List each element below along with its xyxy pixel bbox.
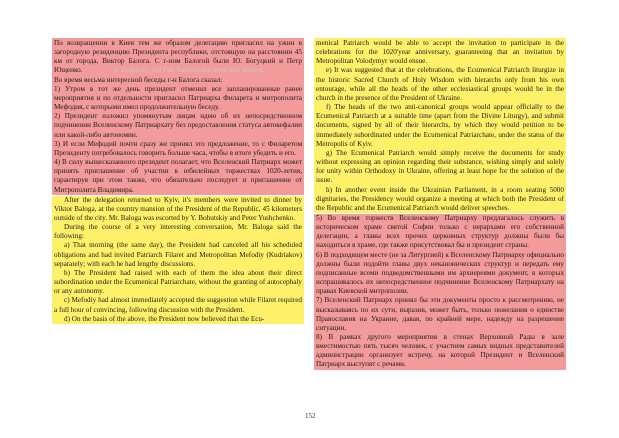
en-paragraph: During the course of a very interesting conversation, Mr. Baloga said the following: bbox=[54, 223, 302, 241]
document-page bbox=[52, 38, 567, 423]
ru-list-item: 5) Во время торжеств Вселенскому Патриарху предлагалось служить в историческом храме святой Софии только с иерархами его собственной делегации, а главы всех прочих церковных структур должны были бы находиться в храме, где также присутствовал бы и президент страны. bbox=[316, 213, 564, 250]
en-list-item: a) That morning (the same day), the President had canceled all his scheduled obligations and had invited Patriarch Filaret and Metropolitan Mefodiy (Kudriakov) separately; with each he had lengthy discussions. bbox=[54, 241, 302, 268]
faded-overlay-text: S. Bogutsky and Petr Yushchenko were also present. bbox=[114, 66, 265, 74]
left-column bbox=[52, 38, 304, 324]
en-list-item: d) On the basis of the above, the President now believed that the Ecu- bbox=[64, 314, 265, 323]
ru-list-item: 1) Утром в тот же день президент отменил все запланированные ранее мероприятия и по отдельности пригласил Патриарха Филарета и митрополита Мефодия, с которыми имел продолжительную беседу. bbox=[54, 84, 302, 112]
en-list-item: g) The Ecumenical Patriarch would simply receive the documents for study without expressing an opinion regarding their substance, wishing simply and solely for unity within Orthodoxy in Ukraine, offering at least hope for the solution of the issue. bbox=[316, 148, 564, 185]
ru-list-item: 7) Вселенский Патриарх принял бы эти документы просто к рассмотрению, не высказываясь по их сути, выразив, может быть, только пожелания о единстве Православия на Украине, давая, по крайней мере, надежду на разрешение ситуации. bbox=[316, 296, 564, 332]
en-paragraph: menical Patriarch would be able to accept the invitation to participate in the celebrations for the 1020'year anniversary, guaranteeing that an invitation by Metropolitan Volodymyr would ensue. bbox=[316, 39, 564, 66]
ru-paragraph: По возвращении в Киев тем же образом делегацию пригласил на ужин в загородную резиденцию Президента республики, отстоящую на расстоянии 45 км от города, Виктор Балога. С г-ном Балогой были Ю. Богуцкий и Петр Ющенко. bbox=[54, 39, 302, 75]
en-list-item: h) In another event inside the Ukrainian Parliament, in a room seating 5000 dignitaries, the Presidency would organize a meeting at which both the President of the Republic and the Ecumenical Patriarch would deliver speeches. bbox=[316, 185, 564, 212]
russian-text-block-2 bbox=[314, 214, 566, 370]
right-column bbox=[314, 38, 566, 370]
ru-list-item: 2) Президент изложил упомянутым лицам идею об их непосредственном подчинении Вселенскому Патриархату без предоставления статуса автокефалии или какой-либо автономии. bbox=[54, 112, 302, 139]
russian-text-block-1 bbox=[52, 38, 304, 195]
en-list-item: b) The President had raised with each of them the idea about their direct subordination under the Ecumenical Patriarchate, without the granting of autocephaly or any autonomy. bbox=[54, 268, 302, 296]
ru-list-item: 4) В силу вышесказанного президент полагает, что Вселенский Патриарх может принять приглашение об участии в юбилейных торжествах 1020-летия, гарантируя при этом также, что обязательно последует и приглашение от Митрополита Владимира. bbox=[54, 158, 302, 194]
en-list-item: e) It was suggested that at the celebrations, the Ecumenical Patriarch liturgize in the historic Sacred Church of Holy Wisdom with hierarchs only from his own entourage, while all the heads of the other ecclesiastical groups would be in the church in the presence of the President of Ukraine. bbox=[316, 66, 564, 102]
ru-list-item: 6) В подходящем месте (не за Литургией) к Вселенскому Патриарху официально должны были подойти главы двух неканонических структур и передать ему подписанные всеми подведомственными им архиереями документ, в которых испрашивалось их непосредственное подчинение Вселенскому Патриархату на правах Киевской митрополии. bbox=[316, 250, 564, 296]
ru-list-item: 8) В рамках другого мероприятия в стенах Верховной Рады в зале вместимостью пять тысяч человек, с участием самых видных представителей администрации организует встречу, на которой Президент и Вселенский Патриарх выступят с речами. bbox=[316, 333, 564, 369]
en-list-item: c) Mefodiy had almost immediately accepted the suggestion while Filaret required a full hour of convincing, following discussion with the President. bbox=[54, 296, 302, 314]
ru-paragraph: Во время весьма интересной беседы г-н Балога сказал: bbox=[54, 75, 223, 84]
en-paragraph: After the delegation returned to Kyiv, it's members were invited to dinner by Viktor Baloga, at the country mansion of the President of the Republic, 45 kilometers outside of the city. Mr. Baloga was escorted by Y. Bohutskiy and Peter Yushchenko. bbox=[54, 195, 302, 222]
english-text-block-2 bbox=[314, 38, 566, 213]
ru-list-item: 3) И если Мефодий почти сразу же принял это предложение, то с Филаретом Президенту потребовалось говорить больше часа, чтобы в итоге убедить и его. bbox=[54, 139, 302, 157]
en-list-item: f) The heads of the two anti-canonical groups would appear officially to the Ecumenical Patriarch at a suitable time (apart from the Divine Liturgy), and submit documents, signed by all of their hierarchs, by which they would petition to be immediately subordinated under the Ecumenical Patriarchate, under the status of the Metropolis of Kyiv. bbox=[316, 103, 564, 148]
page-number: 152 bbox=[305, 412, 316, 420]
english-text-block-1 bbox=[52, 196, 304, 324]
